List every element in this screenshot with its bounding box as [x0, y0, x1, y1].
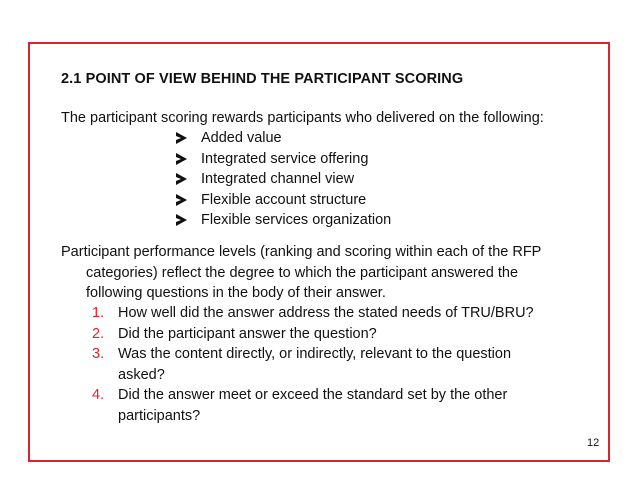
- arrow-bullet-icon: [176, 194, 187, 206]
- list-item: [176, 169, 391, 190]
- question-item: [92, 344, 534, 385]
- bullet-text: Integrated channel view: [201, 171, 355, 187]
- question-text: Did the answer meet or exceed the standard set by the other participants?: [118, 387, 508, 424]
- question-item: [92, 385, 534, 426]
- arrow-bullet-icon: [176, 214, 187, 226]
- list-item: [176, 210, 391, 231]
- question-text: Was the content directly, or indirectly, relevant to the question asked?: [118, 346, 512, 383]
- question-number: 3.: [92, 346, 105, 362]
- question-item: [92, 303, 534, 324]
- bullet-text: Flexible account structure: [201, 191, 367, 208]
- paragraph-line: Participant performance levels (ranking and scoring within each of the RFP: [61, 244, 542, 260]
- performance-paragraph: [61, 242, 601, 304]
- list-item: [176, 149, 391, 170]
- arrow-bullet-icon: [176, 153, 187, 165]
- question-text: How well did the answer address the stated needs of TRU/BRU?: [118, 305, 534, 321]
- arrow-bullet-icon: [176, 132, 187, 144]
- bullet-text: Flexible services organization: [201, 212, 392, 228]
- bullet-text: Integrated service offering: [201, 150, 369, 167]
- question-text: Did the participant answer the question?: [118, 325, 377, 342]
- section-heading: 2.1 POINT OF VIEW BEHIND THE PARTICIPANT SCORING: [61, 71, 464, 87]
- question-list: [92, 303, 534, 426]
- paragraph-line: categories) reflect the degree to which the participant answered the: [86, 264, 519, 281]
- bullet-text: Added value: [201, 130, 282, 146]
- intro-text: The participant scoring rewards participants who delivered on the following:: [61, 110, 544, 126]
- list-item: [176, 128, 391, 149]
- arrow-bullet-icon: [176, 173, 187, 185]
- paragraph-line: following questions in the body of their answer.: [86, 285, 386, 301]
- question-item: [92, 324, 534, 345]
- page-number: 12: [587, 437, 600, 449]
- question-number: 4.: [92, 387, 105, 403]
- question-number: 2.: [92, 325, 105, 342]
- list-item: [176, 190, 391, 211]
- bullet-list: [176, 128, 391, 231]
- question-number: 1.: [92, 305, 105, 321]
